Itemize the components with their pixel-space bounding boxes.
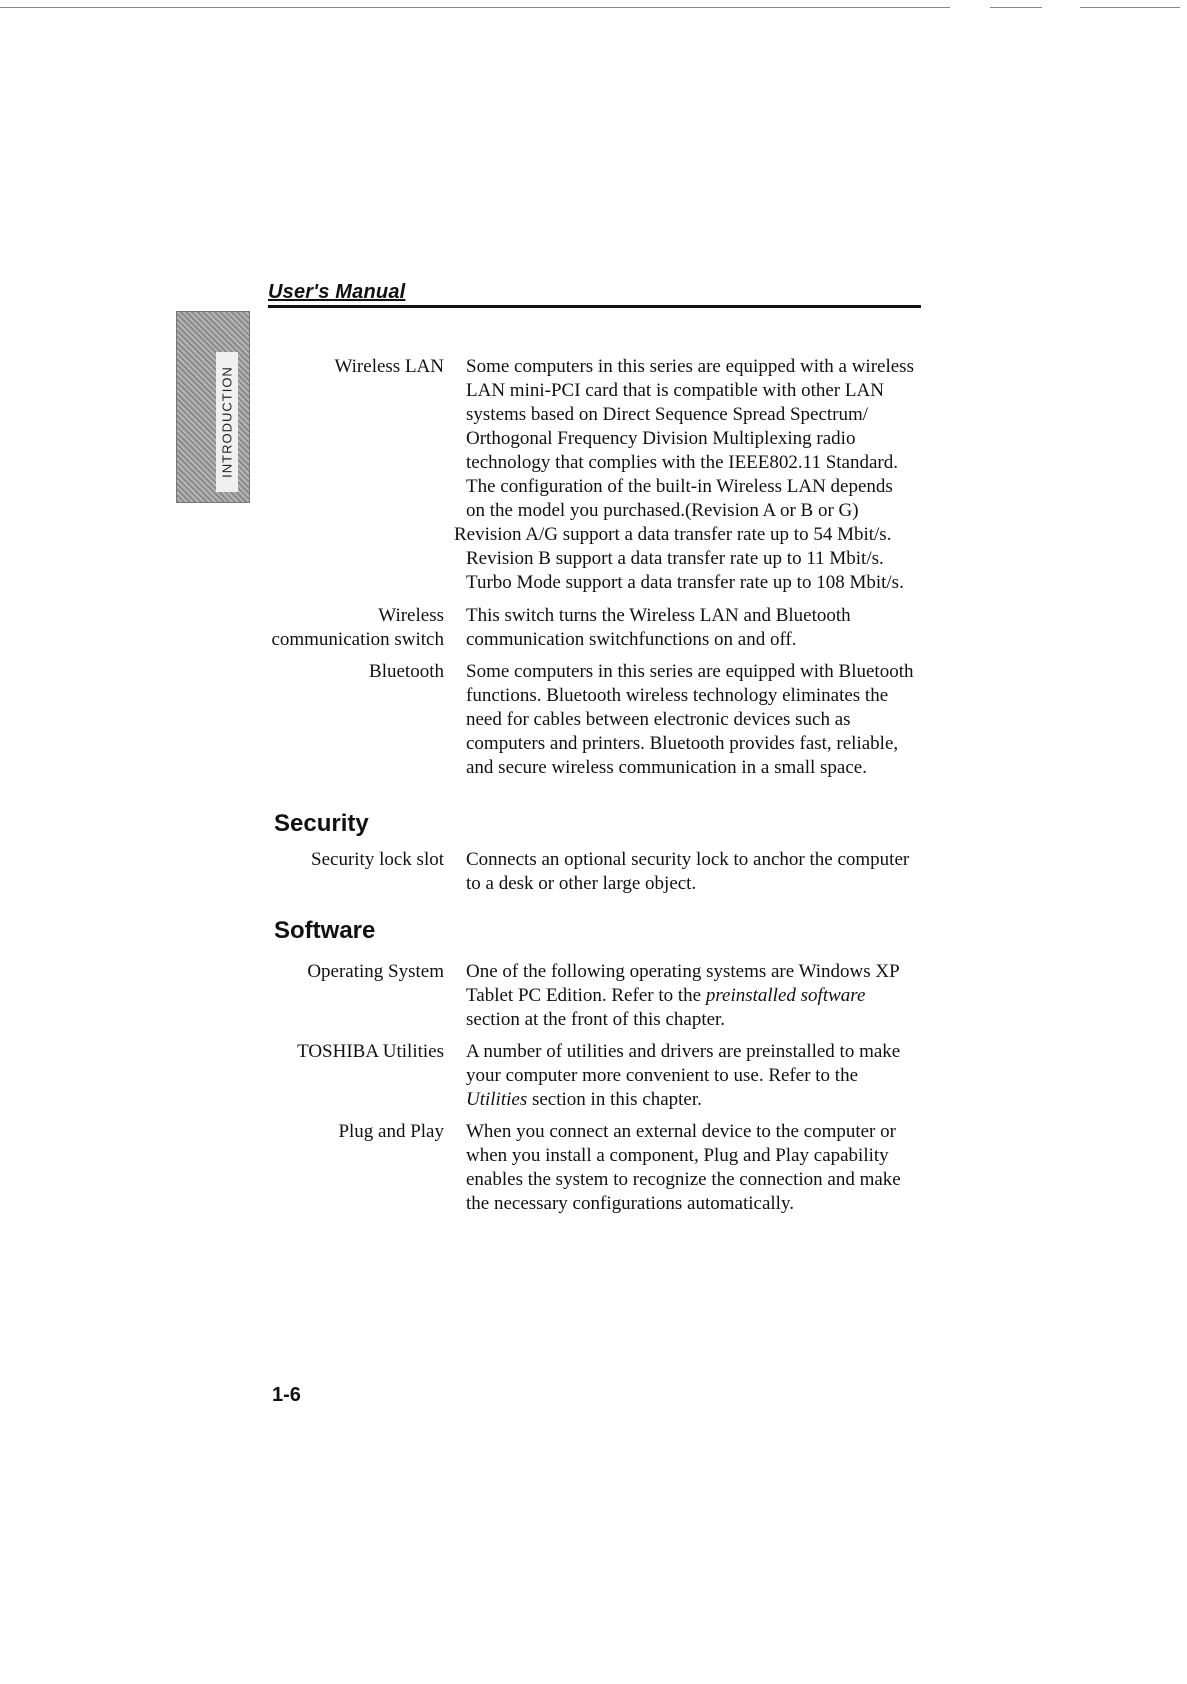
desc-line: section at the front of this chapter. [466,1009,726,1030]
desc-line: the necessary configurations automatically. [466,1193,794,1214]
desc-line: One of the following operating systems are Windows XP [466,961,900,982]
desc-line: Some computers in this series are equipped with Bluetooth [466,661,914,682]
desc-line: Revision B support a data transfer rate up to 11 Mbit/s. [466,548,884,569]
scan-edge-line [990,7,1042,8]
desc-wireless-lan [454,355,936,595]
desc-plug-and-play [466,1120,936,1216]
desc-line: systems based on Direct Sequence Spread Spectrum/ [466,404,869,425]
chapter-side-tab [176,311,250,503]
desc-line: your computer more convenient to use. Refer to the [466,1065,859,1086]
desc-line: Orthogonal Frequency Division Multiplexing radio [466,428,856,449]
desc-security-lock [466,848,936,896]
desc-line [466,1088,936,1112]
section-heading-software: Software [274,917,376,944]
desc-line: A number of utilities and drivers are preinstalled to make [466,1041,901,1062]
scan-edge-line [0,7,950,8]
term-wireless-lan: Wireless LAN [334,356,444,377]
desc-line: communication switchfunctions on and off. [466,629,797,650]
desc-line: Connects an optional security lock to anchor the computer [466,849,910,870]
term-toshiba-utilities: TOSHIBA Utilities [297,1041,444,1062]
section-heading-security: Security [274,810,369,837]
desc-line: Some computers in this series are equipped with a wireless [466,356,914,377]
desc-line: need for cables between electronic devices such as [466,709,851,730]
header-rule [268,305,921,308]
desc-line: LAN mini-PCI card that is compatible with other LAN [466,380,884,401]
term-plug-and-play: Plug and Play [338,1121,444,1142]
desc-line: When you connect an external device to the computer or [466,1121,896,1142]
emphasis-reference: Utilities [466,1089,528,1110]
desc-line [466,984,936,1008]
desc-line: enables the system to recognize the connection and make [466,1169,901,1190]
desc-operating-system [466,960,936,1032]
desc-line: Revision A/G support a data transfer rate up to 54 Mbit/s. [454,524,892,545]
desc-line: Turbo Mode support a data transfer rate up to 108 Mbit/s. [466,572,904,593]
term-security-lock: Security lock slot [311,849,444,870]
page-number: 1-6 [272,1384,301,1406]
desc-line: when you install a component, Plug and Play capability [466,1145,889,1166]
term-line: communication switch [271,629,444,650]
desc-line: This switch turns the Wireless LAN and Bluetooth [466,605,851,626]
term-bluetooth: Bluetooth [369,661,444,682]
term-operating-system: Operating System [307,961,444,982]
desc-line: to a desk or other large object. [466,873,697,894]
desc-text: section in this chapter. [527,1089,702,1110]
desc-line: The configuration of the built-in Wireless LAN depends [466,476,893,497]
term-line: Wireless [378,605,444,626]
term-wireless-switch [204,604,444,652]
desc-bluetooth [466,660,936,780]
desc-line: functions. Bluetooth wireless technology eliminates the [466,685,889,706]
desc-text: Tablet PC Edition. Refer to the [466,985,706,1006]
desc-line: on the model you purchased.(Revision A or B or G) [466,500,859,521]
scan-edge-line [1080,7,1180,8]
side-tab-label: INTRODUCTION [219,366,235,478]
desc-wireless-switch [466,604,936,652]
desc-toshiba-utilities [466,1040,936,1112]
emphasis-reference: preinstalled software [705,985,866,1006]
desc-line: computers and printers. Bluetooth provides fast, reliable, [466,733,899,754]
running-header-title: User's Manual [268,281,406,303]
desc-line: technology that complies with the IEEE802.11 Standard. [466,452,898,473]
desc-line: and secure wireless communication in a small space. [466,757,867,778]
